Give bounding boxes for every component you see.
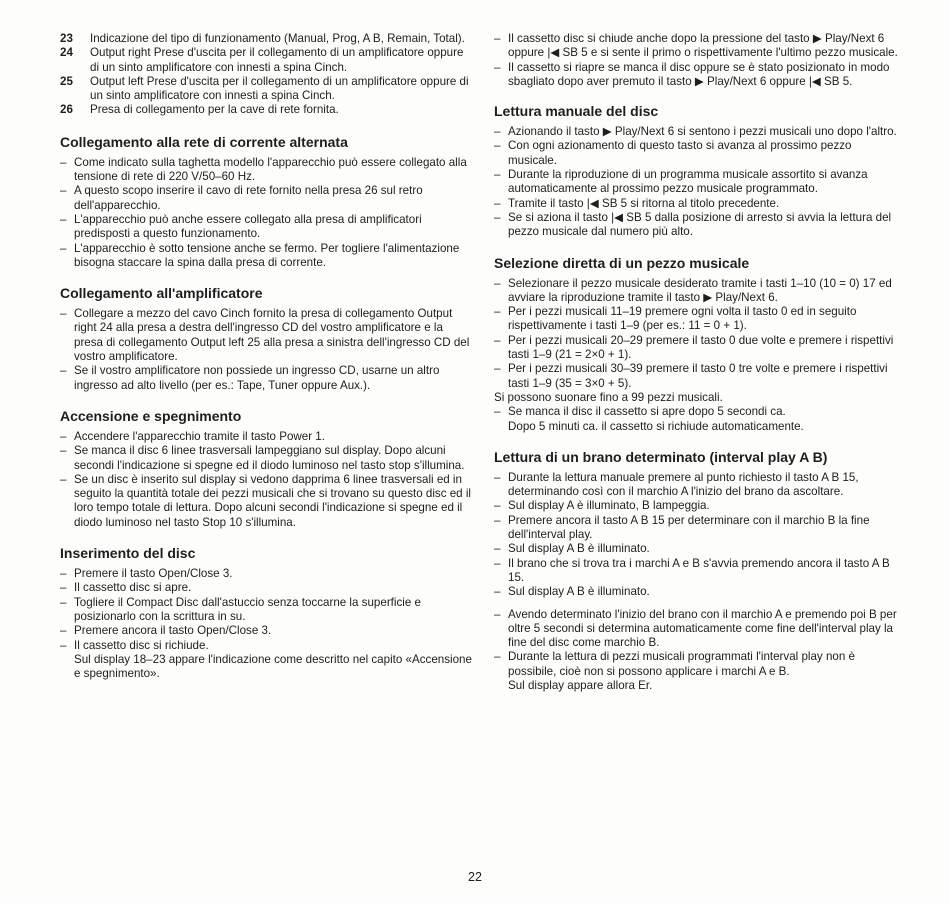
paragraph: Sul display appare allora Er. [508,678,653,692]
list-item: – Selezionare il pezzo musicale desiderato tramite i tasti 1–10 (10 = 0) 17 ed avviare la riproduzione tramite il tasto ▶ Play/Next 6. [494,276,892,304]
paragraph: Sul display 18–23 appare l'indicazione come descritto nel capito «Accensione e spegnimento». [74,652,472,681]
list-item: – Se manca il disc il cassetto si apre dopo 5 secondi ca. [494,405,786,419]
list-item: – Tramite il tasto |◀ SB 5 si ritorna al titolo precedente. [494,196,780,210]
section-inserimento [60,545,472,681]
note: Si possono suonare fino a 99 pezzi musicali. [494,390,723,404]
section-title: Lettura di un brano determinato (interval play A B) [494,448,828,465]
section-title: Collegamento all'amplificatore [60,285,263,302]
section-selezione-diretta [494,255,898,434]
list-item: – Il cassetto disc si richiude. [60,638,209,652]
left-column [60,32,472,681]
list-item: – Azionando il tasto ▶ Play/Next 6 si sentono i pezzi musicali uno dopo l'altro. [494,125,897,139]
section-title: Inserimento del disc [60,545,196,562]
paragraph: Dopo 5 minuti ca. il cassetto si richiude automaticamente. [508,419,804,433]
page-number: 22 [468,870,482,884]
list-item: – A questo scopo inserire il cavo di rete fornito nella presa 26 sul retro dell'apparecchio. [60,184,423,212]
list-item: – Per i pezzi musicali 20–29 premere il tasto 0 due volte e premere i rispettivi tasti 1–9 (21 = 2×0 + 1). [494,333,894,362]
list-item: – Il cassetto disc si apre. [60,581,192,595]
numbered-item: 23 Indicazione del tipo di funzionamento (Manual, Prog, A B, Remain, Total). [60,32,465,45]
list-item: – Con ogni azionamento di questo tasto si avanza al prossimo pezzo musicale. [494,139,852,167]
section-accensione [60,408,472,530]
list-item: – Il brano che si trova tra i marchi A e B s'avvia premendo ancora il tasto A B 15. [494,556,890,584]
list-item: – Premere il tasto Open/Close 3. [60,567,233,581]
list-item: – Avendo determinato l'inizio del brano con il marchio A e premendo poi B per oltre 5 secondi si determina automaticamente come fine dell'interval play la fine del disc come marchio B. [494,607,897,650]
list-item: – Per i pezzi musicali 30–39 premere il tasto 0 tre volte e premere i rispettivi tasti 1–9 (35 = 3×0 + 5). [494,362,888,390]
list-item: – Durante la lettura manuale premere al punto richiesto il tasto A B 15, determinando così con il marchio A l'inizio del brano da ascoltare. [494,470,859,499]
list-item: – Accendere l'apparecchio tramite il tasto Power 1. [60,429,325,443]
list-item: – Il cassetto si riapre se manca il disc oppure se è stato posizionato in modo sbagliato dopo aver premuto il tasto ▶ Play/Next 6 oppure |◀ SB 5. [494,60,890,88]
continued-list [494,32,898,89]
list-item: – Premere ancora il tasto A B 15 per determinare con il marchio B la fine dell'interval play. [494,513,870,542]
list-item: – Sul display A B è illuminato. [494,542,650,556]
section-lettura-manuale [494,103,898,239]
list-item: – Se si aziona il tasto |◀ SB 5 dalla posizione di arresto si avvia la lettura del pezzo musicale dal numero più alto. [494,210,892,239]
right-column [494,32,898,693]
section-title: Accensione e spegnimento [60,407,242,424]
numbered-item: 24 Output right Prese d'uscita per il collegamento di un amplificatore oppure di un sinto amplificatore con innesti a spina Cinch. [60,46,464,74]
list-item: – Togliere il Compact Disc dall'astuccio senza toccarne la superficie e posizionarlo con la scrittura in su. [60,595,421,623]
list-item: – L'apparecchio può anche essere collegato alla presa di amplificatori predisposti a questo funzionamento. [60,212,422,241]
list-item: – Il cassetto disc si chiude anche dopo la pressione del tasto ▶ Play/Next 6 oppure |◀ SB 5 e si sente il primo o rispettivamente l'ultimo pezzo musicale. [494,32,898,60]
list-item: – Sul display A è illuminato, B lampeggia. [494,499,710,513]
numbered-list [60,32,472,118]
section-amplificatore [60,285,472,393]
section-rete [60,134,472,270]
section-title: Selezione diretta di un pezzo musicale [494,254,750,271]
list-item: – Per i pezzi musicali 11–19 premere ogni volta il tasto 0 ed in seguito rispettivamente i tasti 1–9 (per es.: 11 = 0 + 1). [494,305,857,333]
list-item: – Se il vostro amplificatore non possiede un ingresso CD, usarne un altro ingresso ad alto livello (per es.: Tape, Tuner oppure Aux.). [60,364,440,392]
numbered-item: 26 Presa di collegamento per la cave di rete fornita. [60,103,339,117]
list-item: – Come indicato sulla taghetta modello l'apparecchio può essere collegato alla tensione di rete di 220 V/50–60 Hz. [60,155,467,184]
section-interval-play [494,449,898,693]
list-item: – Se un disc è inserito sul display si vedono dapprima 6 linee trasversali ed in seguito la quantità totale dei pezzi musicali che si trovano su questo disc ed il loro tempo totale di lettura. Dopo alcuni secondi l'indicazione si spegne ed il diodo luminoso nel tasto Stop 10 s'illumina. [60,472,471,529]
list-item: – Premere ancora il tasto Open/Close 3. [60,624,272,638]
numbered-item: 25 Output left Prese d'uscita per il collegamento di un amplificatore oppure di un sinto amplificatore con innesti a spina Cinch. [60,74,469,103]
list-item: – L'apparecchio è sotto tensione anche se fermo. Per togliere l'alimentazione bisogna staccare la spina dalla presa di corrente. [60,241,460,269]
list-item: – Se manca il disc 6 linee trasversali lampeggiano sul display. Dopo alcuni secondi l'indicazione si spegne ed il diodo luminoso nel tasto stop s'illumina. [60,444,465,472]
list-item: – Durante la riproduzione di un programma musicale assortito si avanza automaticamente al prossimo pezzo musicale programmato. [494,168,868,196]
list-item: – Sul display A B è illuminato. [494,585,650,599]
section-title: Collegamento alla rete di corrente alternata [60,133,348,150]
section-title: Lettura manuale del disc [494,103,659,120]
list-item: – Durante la lettura di pezzi musicali programmati l'interval play non è possibile, cioè non si possono applicare i marchi A e B. [494,650,855,678]
list-item: – Collegare a mezzo del cavo Cinch fornito la presa di collegamento Output right 24 alla presa a destra dell'ingresso CD del vostro amplificatore e la presa di collegamento Output left 25 alla presa a sinistra dell'ingresso CD del vostro amplificatore. [60,307,470,364]
